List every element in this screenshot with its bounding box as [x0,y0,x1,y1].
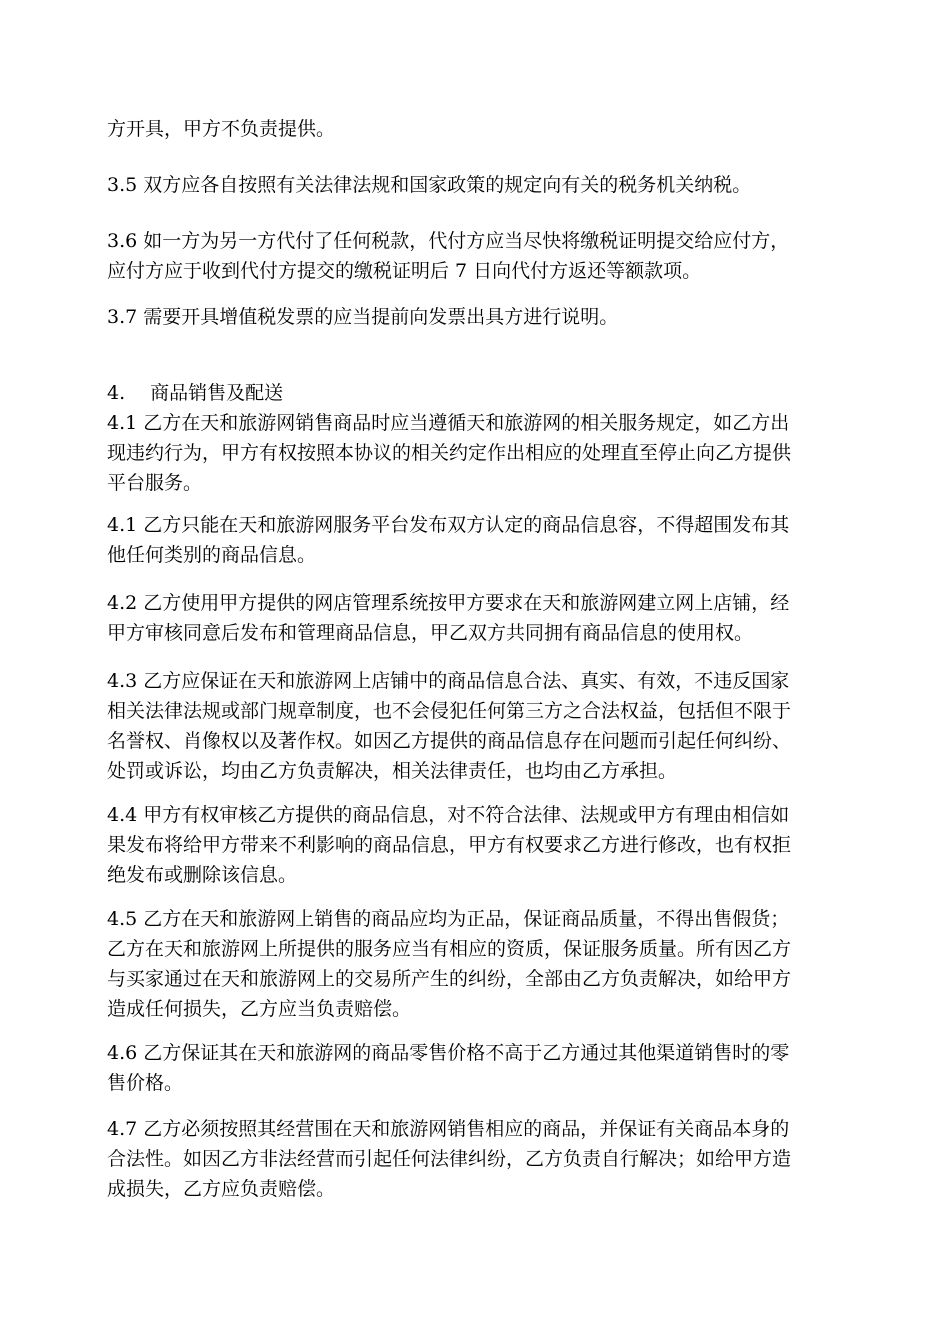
text-line: 成损失，乙方应负责赔偿。 [107,1178,336,1200]
text-line: 现违约行为，甲方有权按照本协议的相关约定作出相应的处理直至停止向乙方提供 [107,442,792,464]
paragraph-4-5 [107,904,852,1024]
text-line: 应付方应于收到代付方提交的缴税证明后 7 日向代付方返还等额款项。 [107,260,702,282]
text-line: 3.5 双方应各自按照有关法律法规和国家政策的规定向有关的税务机关纳税。 [107,174,752,196]
text-line: 果发布将给甲方带来不利影响的商品信息，甲方有权要求乙方进行修改，也有权拒 [107,834,792,856]
text-line: 甲方审核同意后发布和管理商品信息，甲乙双方共同拥有商品信息的使用权。 [107,622,754,644]
paragraph-4-1b [107,510,852,570]
text-line: 3.7 需要开具增值税发票的应当提前向发票出具方进行说明。 [107,306,619,328]
text-line: 4.7 乙方必须按照其经营围在天和旅游网销售相应的商品，并保证有关商品本身的 [107,1118,790,1140]
text-line: 名誉权、肖像权以及著作权。如因乙方提供的商品信息存在问题而引起任何纠纷、 [107,730,792,752]
text-line: 4.5 乙方在天和旅游网上销售的商品应均为正品，保证商品质量，不得出售假货； [107,908,790,930]
text-line: 相关法律法规或部门规章制度，也不会侵犯任何第三方之合法权益，包括但不限于 [107,700,792,722]
paragraph-4-7 [107,1114,852,1204]
text-line: 绝发布或删除该信息。 [107,864,298,886]
text-line: 4.3 乙方应保证在天和旅游网上店铺中的商品信息合法、真实、有效，不违反国家 [107,670,790,692]
text-line: 乙方在天和旅游网上所提供的服务应当有相应的资质，保证服务质量。所有因乙方 [107,938,792,960]
paragraph-4-6 [107,1038,852,1098]
text-line: 他任何类别的商品信息。 [107,544,317,566]
paragraph-3-4-continuation [107,114,852,144]
paragraph-3-7 [107,302,852,332]
text-line: 平台服务。 [107,472,203,494]
paragraph-3-6 [107,226,852,286]
text-line: 与买家通过在天和旅游网上的交易所产生的纠纷，全部由乙方负责解决，如给甲方 [107,968,792,990]
text-line: 4.6 乙方保证其在天和旅游网的商品零售价格不高于乙方通过其他渠道销售时的零 [107,1042,790,1064]
text-line: 4.1 乙方只能在天和旅游网服务平台发布双方认定的商品信息容，不得超围发布其 [107,514,790,536]
paragraph-4-4 [107,800,852,890]
paragraph-4-3 [107,666,852,786]
text-line: 售价格。 [107,1072,184,1094]
paragraph-3-5 [107,170,852,200]
text-line: 合法性。如因乙方非法经营而引起任何法律纠纷，乙方负责自行解决；如给甲方造 [107,1148,792,1170]
text-line: 4.4 甲方有权审核乙方提供的商品信息，对不符合法律、法规或甲方有理由相信如 [107,804,790,826]
text-line: 处罚或诉讼，均由乙方负责解决，相关法律责任，也均由乙方承担。 [107,760,678,782]
section-heading: 4. 商品销售及配送 [107,382,284,404]
text-line: 方开具，甲方不负责提供。 [107,118,336,140]
text-line: 造成任何损失，乙方应当负责赔偿。 [107,998,412,1020]
section-4-heading-and-4-1 [107,378,852,498]
paragraph-4-2 [107,588,852,648]
text-line: 3.6 如一方为另一方代付了任何税款，代付方应当尽快将缴税证明提交给应付方， [107,230,790,252]
text-line: 4.2 乙方使用甲方提供的网店管理系统按甲方要求在天和旅游网建立网上店铺，经 [107,592,790,614]
text-line: 4.1 乙方在天和旅游网销售商品时应当遵循天和旅游网的相关服务规定，如乙方出 [107,412,790,434]
